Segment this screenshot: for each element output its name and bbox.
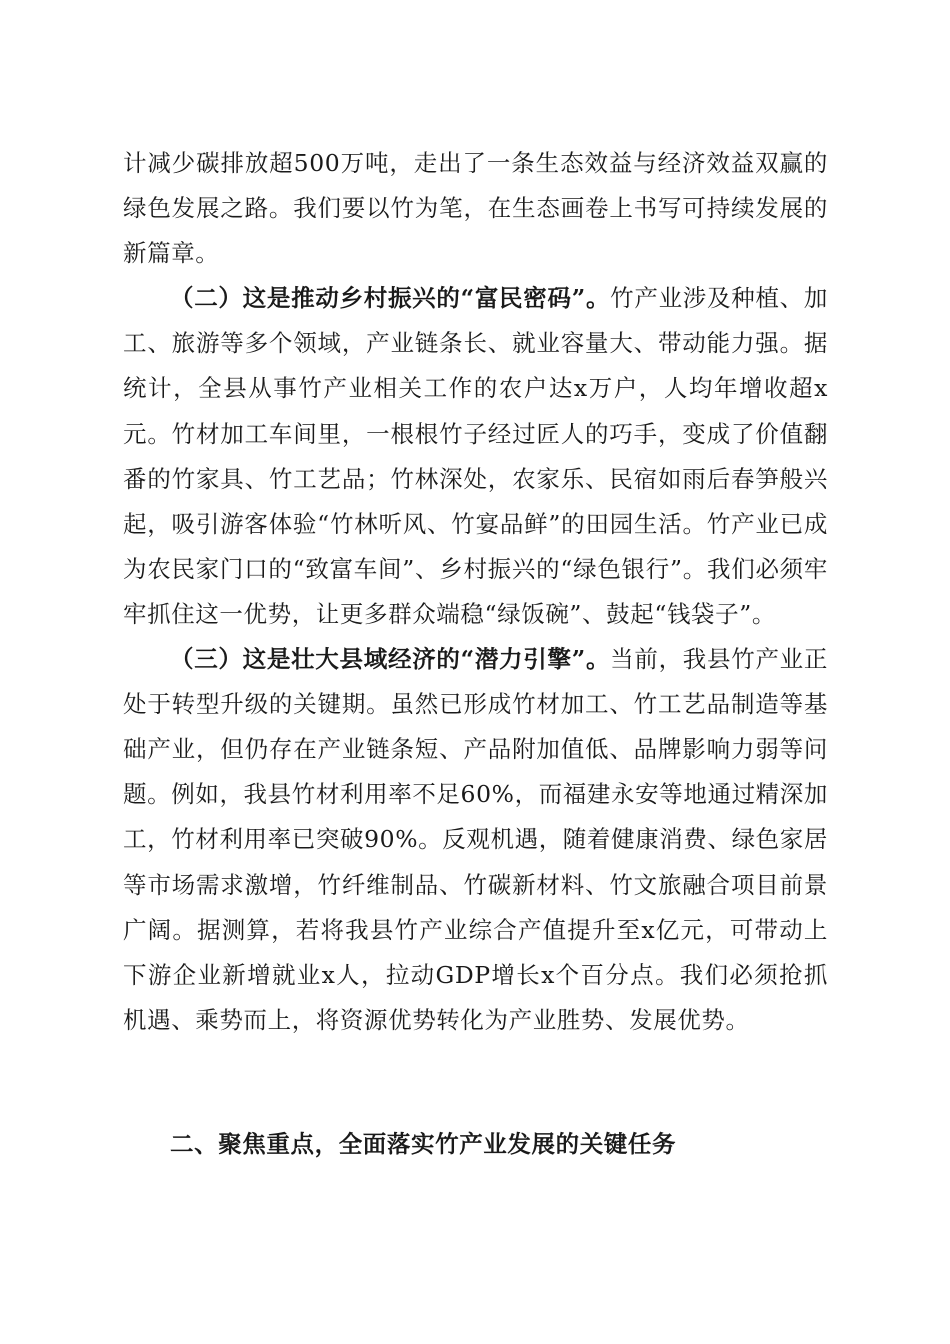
document-body <box>123 141 828 1043</box>
paragraph-rural-revitalization <box>123 276 828 637</box>
paragraph-continuation <box>123 141 828 276</box>
paragraph-text: 竹产业涉及种植、加工、旅游等多个领域，产业链条长、就业容量大、带动能力强。据统计，全县从事竹产业相关工作的农户达x万户，人均年增收超x元。竹材加工车间里，一根根竹子经过匠人的巧手，变成了价值翻番的竹家具、竹工艺品；竹林深处，农家乐、民宿如雨后春笋般兴起，吸引游客体验“竹林听风、竹宴品鲜”的田园生活。竹产业已成为农民家门口的“致富车间”、乡村振兴的“绿色银行”。我们必须牢牢抓住这一优势，让更多群众端稳“绿饭碗”、鼓起“钱袋子”。 <box>123 284 828 628</box>
paragraph-text: 当前，我县竹产业正处于转型升级的关键期。虽然已形成竹材加工、竹工艺品制造等基础产业，但仍存在产业链条短、产品附加值低、品牌影响力弱等问题。例如，我县竹材利用率不足60%，而福建永安等地通过精深加工，竹材利用率已突破90%。反观机遇，随着健康消费、绿色家居等市场需求激增，竹纤维制品、竹碳新材料、竹文旅融合项目前景广阔。据测算，若将我县竹产业综合产值提升至x亿元，可带动上下游企业新增就业x人，拉动GDP增长x个百分点。我们必须抢抓机遇、乘势而上，将资源优势转化为产业胜势、发展优势。 <box>123 645 828 1034</box>
paragraph-lead: （三）这是壮大县域经济的“潜力引擎”。 <box>170 645 611 674</box>
paragraph-text: 计减少碳排放超500万吨，走出了一条生态效益与经济效益双赢的绿色发展之路。我们要以竹为笔，在生态画卷上书写可持续发展的新篇章。 <box>123 149 828 268</box>
paragraph-county-economy <box>123 637 828 1043</box>
paragraph-lead: （二）这是推动乡村振兴的“富民密码”。 <box>170 284 611 313</box>
section-heading: 二、聚焦重点，全面落实竹产业发展的关键任务 <box>170 1130 677 1158</box>
